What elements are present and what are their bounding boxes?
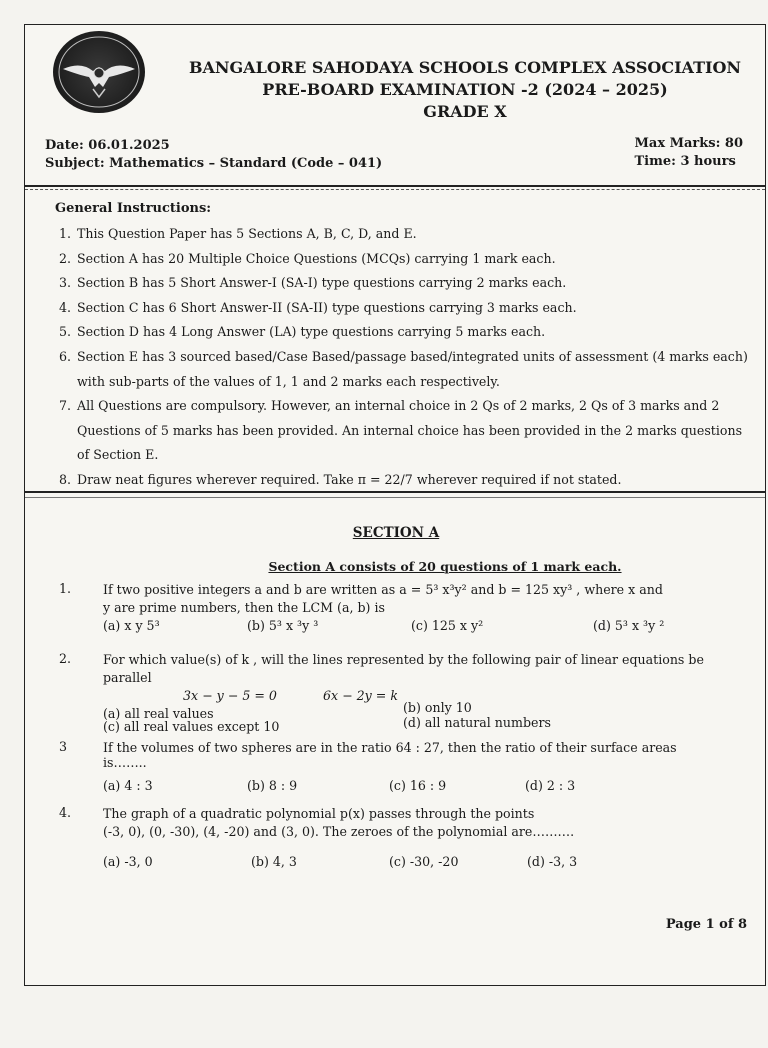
option-c: (c) 16 : 9: [389, 778, 447, 793]
question-number: 2.: [59, 651, 72, 666]
exam-meta-right: [635, 135, 744, 171]
question-1: [57, 581, 737, 635]
question-text: The graph of a quadratic polynomial p(x) passes through the points: [103, 806, 535, 821]
instruction-item: 6. Section E has 3 sourced based/Case Based/passage based/integrated units of assessment (4 marks each) with sub-parts of the values of 1, 1 and 2 marks each respectively.: [75, 345, 755, 394]
equation-1: 3x − y − 5 = 0: [183, 688, 277, 703]
question-number: 1.: [59, 581, 72, 596]
instructions-divider: [25, 491, 765, 493]
grade-label: GRADE X: [423, 102, 507, 121]
instruction-item: 4. Section C has 6 Short Answer-II (SA-II) type questions carrying 3 marks each.: [75, 296, 755, 321]
option-c: (c) 125 x y²: [411, 618, 484, 633]
exam-meta-left: [45, 137, 382, 173]
header-divider-dashed: [25, 189, 765, 190]
option-d: (d) 5³ x ³y ²: [593, 618, 665, 633]
question-3: [57, 739, 737, 795]
instruction-item: 2. Section A has 20 Multiple Choice Questions (MCQs) carrying 1 mark each.: [75, 247, 755, 272]
section-title: SECTION A: [352, 525, 440, 541]
instructions-list: [55, 222, 755, 493]
exam-date: Date: 06.01.2025: [45, 138, 170, 153]
max-marks: Max Marks: 80: [634, 136, 743, 151]
instruction-item: 3. Section B has 5 Short Answer-I (SA-I) type questions carrying 2 marks each.: [75, 271, 755, 296]
equation-2: 6x − 2y = k: [323, 688, 398, 703]
option-a: (a) -3, 0: [103, 854, 153, 869]
school-name: BANGALORE SAHODAYA SCHOOLS COMPLEX ASSOCIATION: [188, 58, 742, 77]
question-options: [103, 777, 737, 795]
exam-name: PRE-BOARD EXAMINATION -2 (2024 – 2025): [262, 80, 668, 99]
question-options: [103, 853, 737, 871]
option-c: (c) -30, -20: [389, 854, 459, 869]
option-d: (d) -3, 3: [527, 854, 578, 869]
school-logo: [53, 31, 145, 113]
question-4: [57, 805, 737, 871]
instruction-item: 5. Section D has 4 Long Answer (LA) type questions carrying 5 marks each.: [75, 320, 755, 345]
exam-header: [165, 57, 765, 123]
exam-time: Time: 3 hours: [634, 154, 736, 169]
exam-page: [24, 24, 766, 986]
option-b: (b) 5³ x ³y ³: [247, 618, 319, 633]
option-b: (b) only 10: [403, 700, 472, 715]
instruction-item: 8. Draw neat figures wherever required. Take π = 22/7 wherever required if not stated.: [75, 468, 755, 493]
option-c: (c) all real values except 10: [103, 719, 280, 734]
question-number: 3: [59, 739, 68, 754]
exam-subject: Subject: Mathematics – Standard (Code – 041): [45, 156, 383, 171]
question-text: If the volumes of two spheres are in the ratio 64 : 27, then the ratio of their surface areas: [103, 740, 677, 755]
question-text: If two positive integers a and b are written as a = 5³ x³y² and b = 125 xy³ , where x and: [103, 582, 663, 597]
question-text: is……..: [103, 755, 147, 770]
option-a: (a) all real values: [103, 706, 214, 721]
option-d: (d) all natural numbers: [403, 715, 551, 730]
instruction-item: 7. All Questions are compulsory. However, an internal choice in 2 Qs of 2 marks, 2 Qs of 3 marks and 2 Questions of 5 marks has been provided. An internal choice has been provided in the 2 marks questions of Section E.: [75, 394, 755, 468]
option-a: (a) 4 : 3: [103, 778, 153, 793]
option-b: (b) 8 : 9: [247, 778, 298, 793]
general-instructions: [55, 201, 755, 493]
option-d: (d) 2 : 3: [525, 778, 576, 793]
section-subtitle: Section A consists of 20 questions of 1 mark each.: [268, 559, 622, 574]
question-text: For which value(s) of k , will the lines represented by the following pair of linear equations be: [103, 652, 704, 667]
instruction-item: 1. This Question Paper has 5 Sections A, B, C, D, and E.: [75, 222, 755, 247]
page-number: Page 1 of 8: [665, 917, 747, 932]
question-options: [103, 700, 737, 735]
option-a: (a) x y 5³: [103, 618, 160, 633]
header-divider: [25, 185, 765, 187]
question-text: (-3, 0), (0, -30), (4, -20) and (3, 0). The zeroes of the polynomial are……….: [103, 824, 575, 839]
question-text: parallel: [103, 670, 152, 685]
question-text: y are prime numbers, then the LCM (a, b) is: [103, 600, 385, 615]
option-b: (b) 4, 3: [251, 854, 297, 869]
question-options: [103, 617, 737, 635]
question-2: [57, 651, 737, 735]
instructions-divider-thin: [25, 497, 765, 498]
instructions-title: General Instructions:: [55, 201, 212, 216]
question-number: 4.: [59, 805, 72, 820]
eagle-emblem-icon: [53, 31, 145, 113]
